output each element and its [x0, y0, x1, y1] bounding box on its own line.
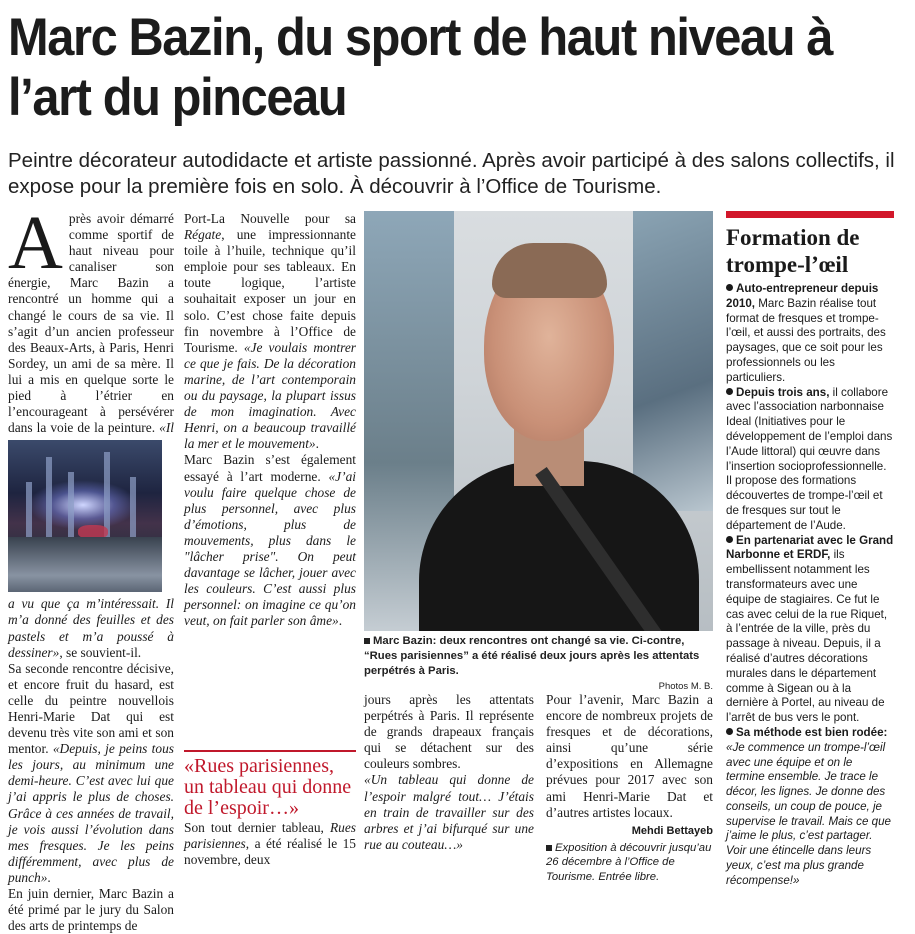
paragraph: En juin dernier, Marc Bazin a été primé par le jury du Salon des arts de printemps de: [8, 886, 174, 934]
bullet-icon: [726, 728, 733, 735]
bullet-icon: [726, 388, 733, 395]
sidebar-title: Formation de trompe-l’œil: [726, 225, 860, 277]
text: , une impressionnante toile à l’huile, technique qu’il emploie pour ses tableaux. En toute logique, l’artiste souhaitait exposer un jour en solo. C’est chose faite depuis fin novembre à l’Office de Tourisme.: [184, 227, 356, 355]
text: Port-La Nouvelle pour sa: [184, 211, 356, 226]
sidebar-accent-bar: [726, 211, 894, 218]
photo-caption: [364, 634, 713, 694]
drop-cap: A: [8, 201, 63, 285]
sidebar-body: [726, 282, 894, 889]
info-text: Exposition à découvrir jusqu’au 26 décembre à l’Office de Tourisme. Entrée libre.: [546, 841, 712, 883]
pull-quote: «Rues parisiennes, un tableau qui donne de l’espoir…»: [184, 750, 356, 819]
sidebar-item: [726, 386, 894, 534]
paragraph: [8, 661, 174, 886]
paragraph: jours après les attentats perpétrés à Paris. Il représente de grands drapeaux français qui se détachent sur des couleurs sombres.: [364, 692, 534, 772]
article-column-1: [8, 201, 174, 934]
sidebar-item: [726, 726, 894, 889]
paragraph: [184, 211, 356, 452]
article-column-4: [546, 692, 713, 884]
portrait-photo-image: [364, 211, 713, 631]
photo-credit: Photos M. B.: [658, 681, 713, 692]
sidebar-item-lead: Depuis trois ans,: [736, 385, 830, 399]
paragraph: [184, 820, 356, 868]
sidebar-item-lead: En partenariat avec le Grand Narbonne et ERDF,: [726, 533, 894, 562]
article-column-2: [184, 211, 356, 629]
article-column-2-end: [184, 820, 356, 868]
subhead: Peintre décorateur autodidacte et artiste passionné. Après avoir participé à des salons collectifs, il expose pour la première fois en solo. À découvrir à l’Office de Tourisme.: [8, 149, 895, 198]
quote: «Depuis, je peins tous les jours, au minimum une demi-heure. C’est avec lui que j’ai appris le plus de choses. Grâce à ces années de travail, je vois aussi l’évolution dans mes fresques. Je les peins différemment, avec plus de punch»: [8, 741, 174, 885]
intro-text: près avoir démarré comme sportif de haut niveau pour canaliser son énergie, Marc Bazin a rencontré un homme qui a changé le cours de sa vie. Il s’agit d’un ancien professeur des Beaux-Arts, à Paris, Henri Sordey, un ami de sa mère. Il lui a mis en quelque sorte le pied à l’étrier en l’encourageant à persévérer dans la voie de la peinture.: [8, 211, 174, 436]
sidebar-item-text: Marc Bazin réalise tout format de fresques et trompe-l’œil, et aussi des portraits, des paysages, que ce soit pour les professionnels ou les particuliers.: [726, 296, 886, 384]
paragraph-intro: [8, 201, 174, 661]
text: .: [315, 436, 319, 452]
sidebar-item-lead: Auto-entrepreneur depuis 2010,: [726, 282, 879, 310]
sidebar-item: [726, 282, 894, 386]
text: .: [47, 869, 51, 885]
artwork-title: Régate: [184, 227, 222, 243]
square-bullet-icon: [546, 845, 552, 851]
sidebar-item-lead: Sa méthode est bien rodée:: [736, 725, 888, 739]
author-signature: Mehdi Bettayeb: [631, 824, 713, 837]
text: , se souvient-il.: [59, 644, 142, 660]
exhibition-info: [546, 841, 713, 885]
quote: «Un tableau qui donne de l’espoir malgré tout… J’étais en train de travailler sur des arbres et j’ai bifurqué sur une rue au couteau…»: [364, 772, 534, 852]
bullet-icon: [726, 536, 733, 543]
square-bullet-icon: [364, 638, 370, 644]
bullet-icon: [726, 284, 733, 291]
headline: Marc Bazin, du sport de haut niveau à l’art du pinceau: [8, 8, 833, 127]
text: .: [338, 613, 343, 629]
article-column-3: [364, 692, 534, 853]
quote: «Je voulais montrer ce que je fais. De la décoration marine, de l’art contemporain ou du paysage, la plupart issus de mon imagination. Avec Henri, on a beaucoup travaillé la mer et le mouvement»: [184, 339, 356, 452]
text: Marc Bazin s’est également essayé à l’art moderne.: [184, 452, 356, 484]
rues-parisiennes-painting-image: [8, 440, 162, 592]
sidebar-item: [726, 534, 894, 726]
paragraph: [364, 772, 534, 852]
text: , a été réalisé le 15 novembre, deux: [184, 836, 356, 868]
quote: «Il a vu que ça m’intéressait. Il m’a donné des feuilles et des pastels et m’a poussé à dessiner»: [8, 420, 174, 660]
caption-text: Marc Bazin: deux rencontres ont changé sa vie. Ci-contre, “Rues parisiennes” a été réalisé deux jours après les attentats perpétrés à Paris.: [364, 635, 700, 677]
sidebar-item-text: «Je commence un trompe-l’œil avec une équipe et on le termine ensemble. Je trace le décor, les lignes. Je donne des conseils, un coup de pouce, je supervise le travail. Mais ce que j’aime le plus, c’est partager. Voir une étincelle dans leurs yeux, c’est ma plus grande récompense!»: [726, 740, 891, 887]
quote: «J’ai voulu faire quelque chose de plus personnel, avec plus d’émotions, plus de mouvements, plus dans le "lâcher prise". On peut davantage se lâcher, jouer avec les couleurs. C’est aussi plus personnel: on imagine ce qu’on veut, on fait parler son âme»: [184, 468, 356, 629]
sidebar-item-text: il collabore avec l’association narbonnaise Ideal (Initiatives pour le développement de l’emploi dans l’Aude littoral) qui œuvre dans l’insertion socioprofessionnelle. Il propose des formations découvertes de trompe-l’œil et de fresques sur tout le département de l’Aude.: [726, 385, 893, 532]
paragraph: [184, 452, 356, 629]
text: Sa seconde rencontre décisive, et encore fruit du hasard, est celle du peintre nouvellois Henri-Marie Dat qui est devenu très vite son ami et son mentor.: [8, 660, 174, 757]
paragraph: Pour l’avenir, Marc Bazin a encore de nombreux projets de fresques et de décorations, ainsi qu’une série d’expositions en Allemagne prévues pour 2017 avec son ami Henri-Marie Dat et d’autres artistes locaux.: [546, 692, 713, 820]
text: Son tout dernier tableau,: [184, 820, 324, 835]
artwork-title: Rues parisiennes: [184, 820, 356, 852]
sidebar-item-text: ils embellissent notamment les transformateurs avec une équipe de stagiaires. Ce fut le cas avec celui de la rue Riquet, à l’entrée de la ville, près du passage à niveau. Depuis, il a réalisé d’autres décorations murales dans le département comme à Sigean ou à la dernière à Portel, au niveau de l’arrêt de bus vers le pont.: [726, 548, 888, 725]
